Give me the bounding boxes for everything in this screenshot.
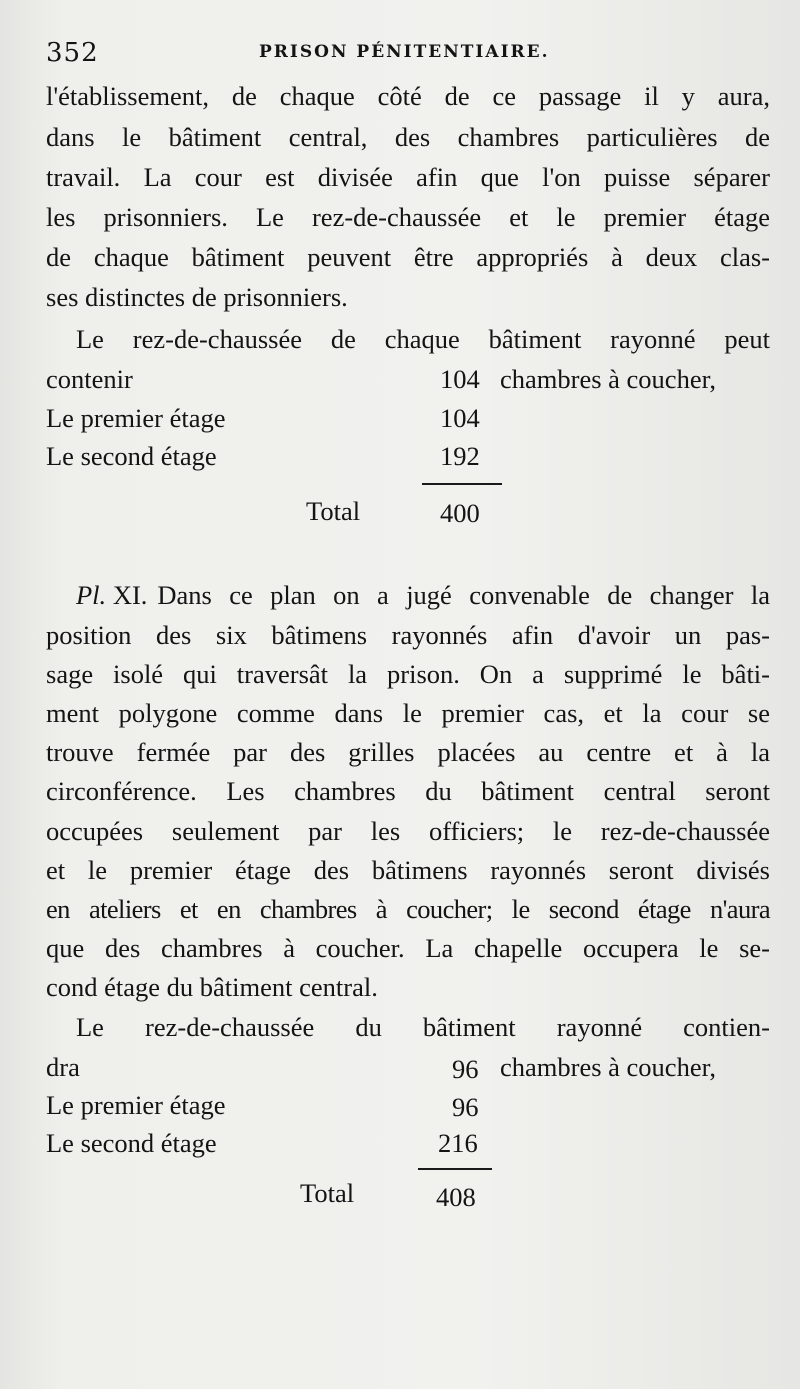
line-text: Dans ce plan on a jugé convenable de changer la (157, 580, 770, 610)
sum-rule (422, 483, 502, 485)
table1-total-value: 400 (440, 498, 480, 528)
table2-total-label: Total (300, 1178, 355, 1208)
text-line: les prisonniers. Le rez-de-chaussée et le premier étage (46, 202, 770, 232)
text-line: l'établissement, de chaque côté de ce passage il y aura, (46, 81, 770, 111)
page-header (46, 34, 770, 82)
table1-total-label: Total (306, 496, 361, 526)
plate-reference (76, 582, 147, 609)
text-line: Le rez-de-chaussée du bâtiment rayonné contien- (76, 1012, 770, 1042)
table1-value: 104 (440, 403, 480, 433)
text-line: en ateliers et en chambres à coucher; le second étage n'aura (46, 894, 770, 924)
table1-label: Le premier étage (46, 403, 226, 433)
table2-suffix: chambres à coucher, (500, 1052, 716, 1082)
table1-suffix: chambres à coucher, (500, 364, 716, 394)
table1-label: Le second étage (46, 441, 217, 471)
page-number: 352 (46, 38, 99, 68)
text-line: position des six bâtimens rayonnés afin d'avoir un pas- (46, 620, 770, 650)
table2-label: Le premier étage (46, 1090, 226, 1120)
plate-abbrev: Pl. (76, 580, 107, 610)
table2-value: 96 (452, 1092, 479, 1122)
table2-total-value: 408 (436, 1182, 476, 1212)
sum-rule (418, 1168, 492, 1170)
table1-value: 192 (440, 441, 480, 471)
text-line: ment polygone comme dans le premier cas, et la cour se (46, 698, 770, 728)
running-title: PRISON PÉNITENTIAIRE. (259, 42, 550, 62)
text-line: cond étage du bâtiment central. (46, 972, 378, 1002)
text-line: et le premier étage des bâtimens rayonnés seront divisés (46, 855, 770, 885)
table2-value: 96 (452, 1054, 479, 1084)
text-line (46, 582, 770, 609)
text-line: dans le bâtiment central, des chambres particulières de (46, 122, 770, 152)
table1-value: 104 (440, 364, 480, 394)
text-line: ses distinctes de prisonniers. (46, 282, 348, 312)
text-line: sage isolé qui traversât la prison. On a supprimé le bâti- (46, 659, 770, 689)
table2-label: Le second étage (46, 1128, 217, 1158)
text-line: occupées seulement par les officiers; le rez-de-chaussée (46, 816, 770, 846)
text-line: circonférence. Les chambres du bâtiment central seront (46, 776, 770, 806)
text-line: de chaque bâtiment peuvent être appropriés à deux clas- (46, 242, 770, 272)
table1-label: contenir (46, 364, 133, 394)
text-line: Le rez-de-chaussée de chaque bâtiment rayonné peut (76, 324, 770, 354)
text-line: travail. La cour est divisée afin que l'on puisse séparer (46, 162, 770, 192)
text-line: que des chambres à coucher. La chapelle occupera le se- (46, 933, 770, 963)
table2-value: 216 (438, 1128, 478, 1158)
table2-label: dra (46, 1052, 80, 1082)
plate-number: XI. (112, 580, 148, 610)
text-line: trouve fermée par des grilles placées au centre et à la (46, 737, 770, 767)
